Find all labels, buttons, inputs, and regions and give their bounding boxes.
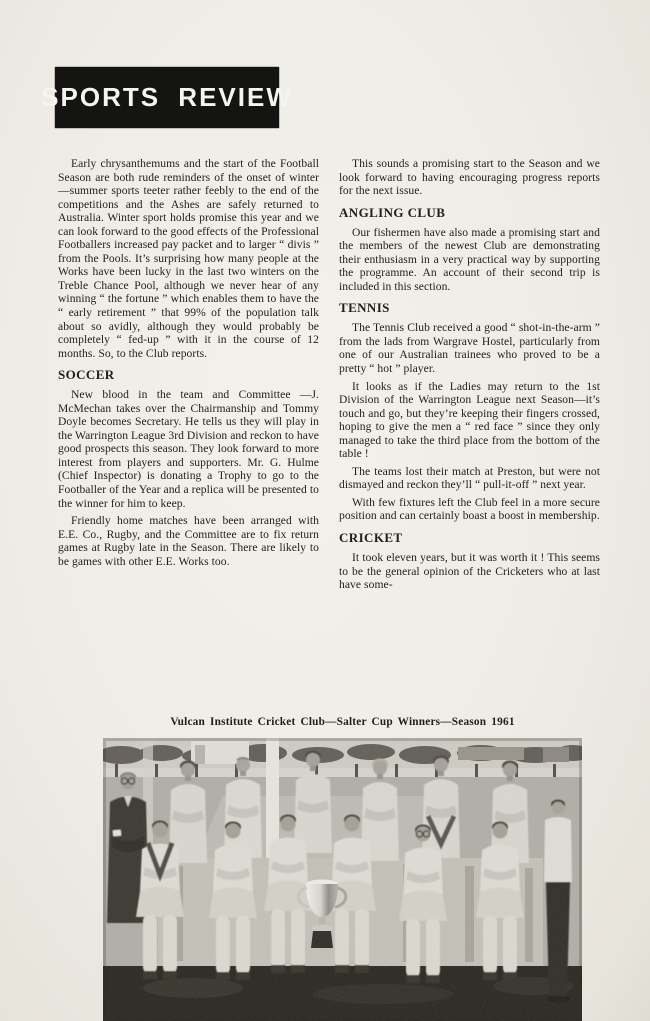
photo-caption: Vulcan Institute Cricket Club—Salter Cup Winners—Season 1961 xyxy=(170,716,515,728)
article-body xyxy=(58,157,600,596)
left-column xyxy=(58,157,319,596)
team-photo xyxy=(103,738,582,1021)
soccer-heading: SOCCER xyxy=(58,367,115,383)
cricket-heading: CRICKET xyxy=(339,530,403,546)
tennis-paragraph-1: The Tennis Club received a good “ shot-in-the-arm ” from the lads from Wargrave Hostel, particularly from one of our Australian trainees who proved to be a pretty “ hot ” player. xyxy=(339,321,600,376)
angling-club-heading: ANGLING CLUB xyxy=(339,204,446,220)
intro-paragraph: Early chrysanthemums and the start of the Football Season are both rude reminders of the onset of winter—summer sports teeter rather feebly to the end of the competitions and the Ashes are safely returned to Australia. Winter sport holds promise this year and we can look forward to the good effects of the Professional Footballers increased pay packet and to larger “ divis ” from the Pools. It’s surprising how many people at the Works have been lucky in the last two winters on the Treble Chance Pool, although we never hear of any winning “ the fortune ” which enables them to have the “ early retirement ” that 99% of the population talk about so avidly, although they would probably be completely “ fed-up ” with it in the course of 12 months. So, to the Club reports. xyxy=(58,157,319,360)
page-title: SPORTS REVIEW xyxy=(41,82,293,112)
tennis-paragraph-2: It looks as if the Ladies may return to the 1st Division of the Warrington League next Season—it’s touch and go, but they’re keeping their fingers crossed, hoping to give the men a “ red face ” since they only managed to take the third place from the bottom of the table ! xyxy=(339,379,600,461)
cricket-paragraph: It took eleven years, but it was worth it ! This seems to be the general opinion of the Cricketers who at last have some- xyxy=(339,551,600,592)
tennis-paragraph-4: With few fixtures left the Club feel in a more secure position and can certainly boast a boost in membership. xyxy=(339,495,600,523)
angling-paragraph: Our fishermen have also made a promising start and the members of the newest Club are demonstrating their enthusiasm in a very practical way by supporting the programme. An account of their second trip is included in this section. xyxy=(339,225,600,293)
right-column xyxy=(339,157,600,596)
soccer-paragraph-1: New blood in the team and Committee —J. McMechan takes over the Chairmanship and Tommy Doyle becomes Secretary. He tells us they will play in the Warrington League 3rd Division and reckon to have good prospects this season. They look forward to more interest from players and supporters. Mr. G. Hulme (Chief Inspector) is donating a Trophy to go to the Footballer of the Year and a replica will be presented to the winner for him to keep. xyxy=(58,388,319,510)
sports-review-banner xyxy=(41,67,293,128)
tennis-paragraph-3: The teams lost their match at Preston, but were not dismayed and reckon they’ll “ pull-it-off ” next year. xyxy=(339,464,600,492)
soccer-paragraph-2: Friendly home matches have been arranged with E.E. Co., Rugby, and the Committee are to fix return games at Rugby late in the Season. There are likely to be games with other E.E. Works too. xyxy=(58,514,319,568)
tennis-heading: TENNIS xyxy=(339,300,390,316)
team-photo-illustration xyxy=(103,738,582,1021)
right-intro-paragraph: This sounds a promising start to the Season and we look forward to having encouraging progress reports for the next issue. xyxy=(339,157,600,198)
photo-grain xyxy=(103,738,582,1021)
